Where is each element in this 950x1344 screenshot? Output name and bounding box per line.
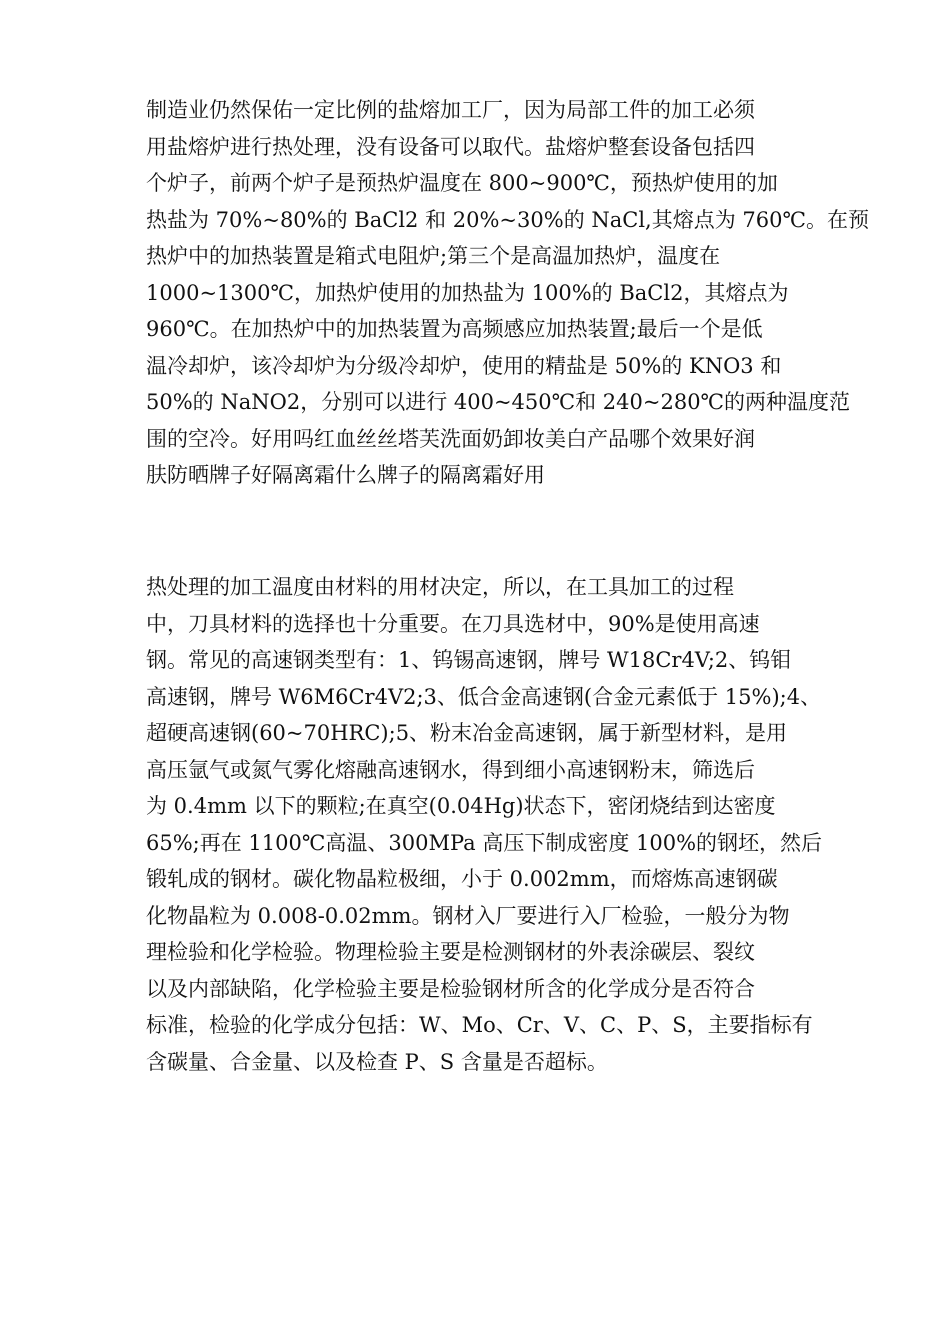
text-line: 温冷却炉，该冷却炉为分级冷却炉，使用的精盐是 50%的 KNO3 和 [146,353,782,378]
text-line: 热处理的加工温度由材料的用材决定，所以，在工具加工的过程 [146,575,734,599]
text-line: 用盐熔炉进行热处理，没有设备可以取代。盐熔炉整套设备包括四 [146,134,755,159]
text-line: 中，刀具材料的选择也十分重要。在刀具选材中，90%是使用高速 [146,611,760,636]
text-line: 肤防晒牌子好隔离霜什么牌子的隔离霜好用 [146,463,545,487]
text-line: 960℃。在加热炉中的加热装置为高频感应加热装置;最后一个是低 [146,317,763,341]
text-line: 锻轧成的钢材。碳化物晶粒极细，小于 0.002mm，而熔炼高速钢碳 [146,867,778,891]
text-line: 标准，检验的化学成分包括：W、Mo、Cr、V、C、P、S，主要指标有 [146,1013,813,1037]
text-line: 超硬高速钢(60~70HRC);5、粉末冶金高速钢，属于新型材料，是用 [146,721,788,745]
text-line: 热炉中的加热装置是箱式电阻炉;第三个是高温加热炉，温度在 [146,244,721,268]
text-line: 以及内部缺陷，化学检验主要是检验钢材所含的化学成分是否符合 [146,976,755,1001]
paragraph-tool-material [146,569,823,1080]
text-line: 1000~1300℃，加热炉使用的加热盐为 100%的 BaCl2，其熔点为 [146,280,789,305]
text-line: 65%;再在 1100℃高温、300MPa 高压下制成密度 100%的钢坯，然后 [146,830,823,855]
text-line: 钢。常见的高速钢类型有：1、钨锡高速钢，牌号 W18Cr4V;2、钨钼 [146,648,792,672]
text-line: 理检验和化学检验。物理检验主要是检测钢材的外表涂碳层、裂纹 [146,940,755,964]
text-line: 为 0.4mm 以下的颗粒;在真空(0.04Hg)状态下，密闭烧结到达密度 [146,794,776,818]
text-line: 制造业仍然保佑一定比例的盐熔加工厂，因为局部工件的加工必须 [146,98,755,122]
text-line: 围的空冷。好用吗红血丝丝塔芙洗面奶卸妆美白产品哪个效果好润 [146,426,755,451]
text-line: 含碳量、合金量、以及检查 P、S 含量是否超标。 [146,1049,608,1074]
text-line: 高压氩气或氮气雾化熔融高速钢水，得到细小高速钢粉末，筛选后 [146,757,755,782]
text-line: 化物晶粒为 0.008-0.02mm。钢材入厂要进行入厂检验，一般分为物 [146,903,790,928]
paragraph-salt-bath-furnace [146,92,869,494]
text-line: 高速钢，牌号 W6M6Cr4V2;3、低合金高速钢(合金元素低于 15%);4、 [146,684,822,709]
text-line: 50%的 NaNO2，分别可以进行 400~450℃和 240~280℃的两种温度范 [146,390,851,414]
text-line: 热盐为 70%~80%的 BaCl2 和 20%~30%的 NaCl,其熔点为 760℃。在预 [146,207,869,232]
text-line: 个炉子，前两个炉子是预热炉温度在 800~900℃，预热炉使用的加 [146,171,778,195]
